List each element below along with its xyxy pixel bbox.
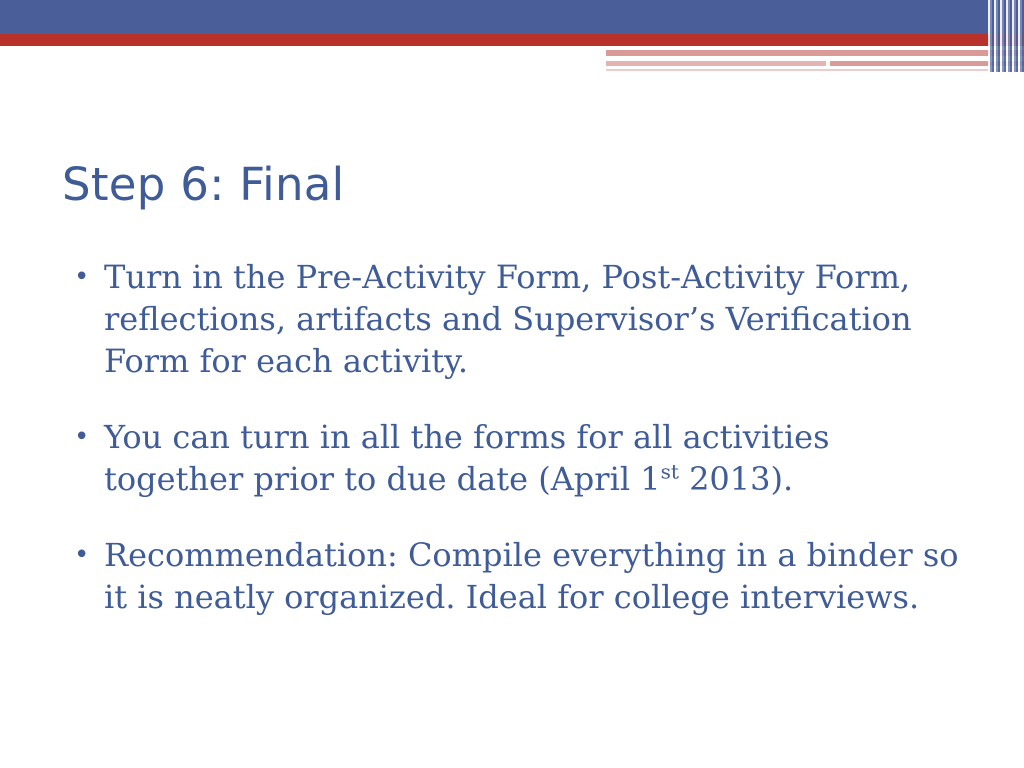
- bullet-dot-icon: •: [74, 540, 90, 570]
- bullet-text-after: 2013).: [678, 460, 794, 498]
- header-accent-stripe: [606, 50, 1024, 56]
- bullet-text: [104, 418, 830, 498]
- header-accent-stripe: [606, 61, 826, 66]
- header-accent-stripe: [606, 69, 1024, 71]
- bullet-item: [74, 416, 964, 500]
- bullet-list: [74, 256, 964, 652]
- bullet-item: [74, 256, 964, 382]
- slide-title: Step 6: Final: [62, 158, 345, 211]
- bullet-dot-icon: •: [74, 262, 90, 292]
- decorative-edge-stripes: [988, 0, 1024, 72]
- bullet-text: Recommendation: Compile everything in a binder so it is neatly organized. Ideal for college interviews.: [104, 536, 959, 616]
- bullet-text: Turn in the Pre-Activity Form, Post-Activity Form, reflections, artifacts and Supervisor’s Verification Form for each activity.: [104, 258, 912, 380]
- header-band-blue: [0, 0, 1024, 34]
- header-band-red: [0, 34, 1024, 46]
- bullet-item: [74, 534, 964, 618]
- ordinal-superscript: st: [660, 459, 679, 484]
- bullet-dot-icon: •: [74, 422, 90, 452]
- bullet-text-before: You can turn in all the forms for all activities together prior to due date (April 1: [104, 418, 830, 498]
